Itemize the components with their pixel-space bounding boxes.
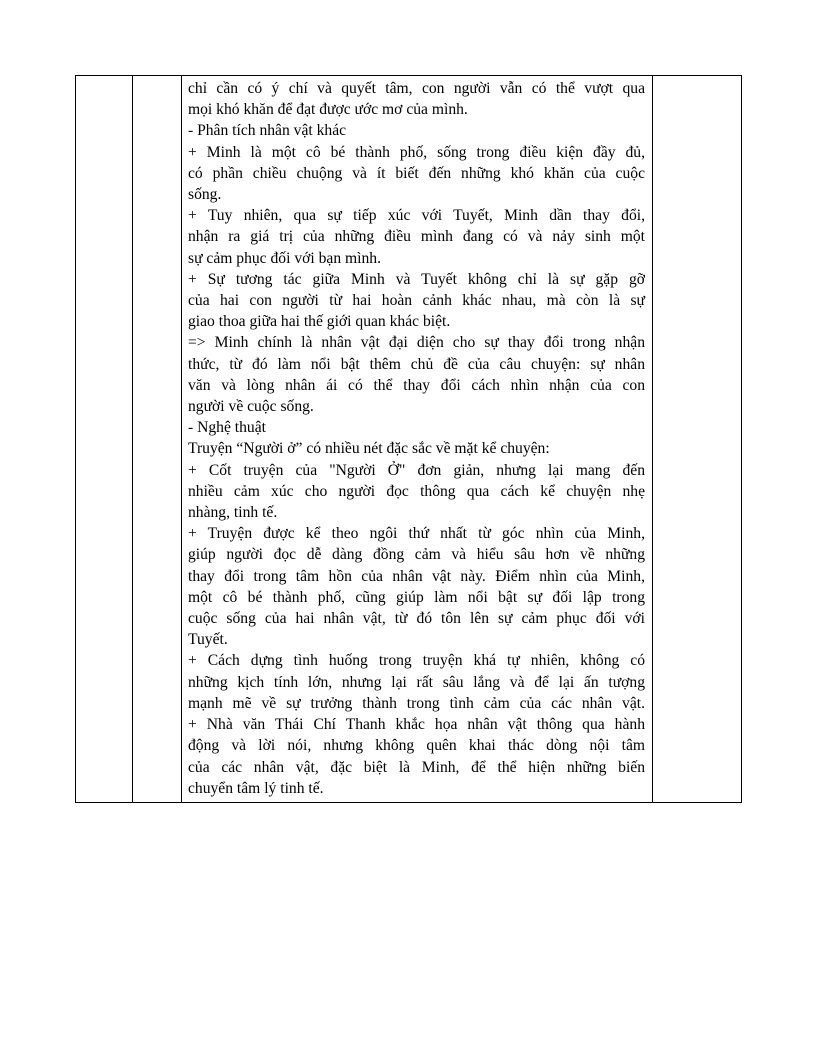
text-line: giao thoa giữa hai thế giới quan khác biệt. (188, 313, 451, 331)
text-line: động và lời nói, nhưng không quên khai thác dòng nội tâm (188, 737, 645, 755)
sub-question-cell (133, 76, 182, 803)
question-number-cell (76, 76, 133, 803)
text-line: Tuyết. (188, 631, 228, 649)
text-line: những kịch tính lớn, nhưng lại rất sâu lắng và để lại ấn tượng (188, 673, 645, 691)
text-line: mọi khó khăn để đạt được ước mơ của mình. (188, 101, 468, 119)
text-line: nhận ra giá trị của những điều mình đang có và nảy sinh một (188, 228, 645, 246)
text-line: + Sự tương tác giữa Minh và Tuyết không chỉ là sự gặp gỡ (188, 270, 645, 288)
text-line: giúp người đọc dễ dàng đồng cảm và hiểu sâu hơn về những (188, 546, 645, 564)
text-line: thay đổi trong tâm hồn của nhân vật này. Điểm nhìn của Minh, (188, 567, 645, 585)
text-line: chuyển tâm lý tinh tế. (188, 779, 324, 797)
answer-content-cell (182, 76, 653, 803)
text-line: thức, từ đó làm nổi bật thêm chủ đề của câu chuyện: sự nhân (188, 355, 645, 373)
text-line: có phần chiều chuộng và ít biết đến những khó khăn của cuộc (188, 164, 645, 182)
text-line: của các nhân vật, đặc biệt là Minh, để thể hiện những biến (188, 758, 645, 776)
text-line: Truyện “Người ở” có nhiều nét đặc sắc về mặt kể chuyện: (188, 440, 550, 458)
answer-table (75, 75, 742, 803)
text-line: cuộc sống của hai nhân vật, từ đó tôn lên sự cảm phục đối với (188, 610, 645, 628)
text-line: chỉ cần có ý chí và quyết tâm, con người vẫn có thể vượt qua (188, 80, 645, 97)
table-row (76, 76, 742, 803)
text-line: sự cảm phục đối với bạn mình. (188, 249, 381, 267)
text-line: người về cuộc sống. (188, 398, 314, 416)
text-line: sống. (188, 186, 222, 204)
text-line: + Tuy nhiên, qua sự tiếp xúc với Tuyết, Minh dần thay đổi, (188, 207, 645, 225)
text-line: của hai con người từ hai hoàn cảnh khác nhau, mà còn là sự (188, 292, 645, 310)
text-line: + Cách dựng tình huống trong truyện khá tự nhiên, không có (188, 652, 645, 670)
text-line: => Minh chính là nhân vật đại diện cho sự thay đổi trong nhận (188, 334, 645, 352)
text-line: + Truyện được kể theo ngôi thứ nhất từ góc nhìn của Minh, (188, 525, 645, 543)
text-line: nhàng, tinh tế. (188, 504, 278, 522)
text-line: + Nhà văn Thái Chí Thanh khắc họa nhân vật thông qua hành (188, 716, 645, 734)
answer-text (188, 78, 645, 799)
text-line: một cô bé thành phố, cũng giúp làm nổi bật sự đối lập trong (188, 588, 645, 606)
text-line: + Minh là một cô bé thành phố, sống trong điều kiện đầy đủ, (188, 143, 645, 161)
text-line: + Cốt truyện của "Người Ở" đơn giản, nhưng lại mang đến (188, 461, 645, 479)
text-line: - Phân tích nhân vật khác (188, 122, 347, 140)
score-cell (653, 76, 742, 803)
text-line: nhiều cảm xúc cho người đọc thông qua cách kể chuyện nhẹ (188, 482, 645, 500)
text-line: - Nghệ thuật (188, 419, 266, 437)
text-line: mạnh mẽ về sự trưởng thành trong tình cảm của các nhân vật. (188, 694, 645, 712)
text-line: văn và lòng nhân ái có thể thay đổi cách nhìn nhận của con (188, 376, 645, 394)
